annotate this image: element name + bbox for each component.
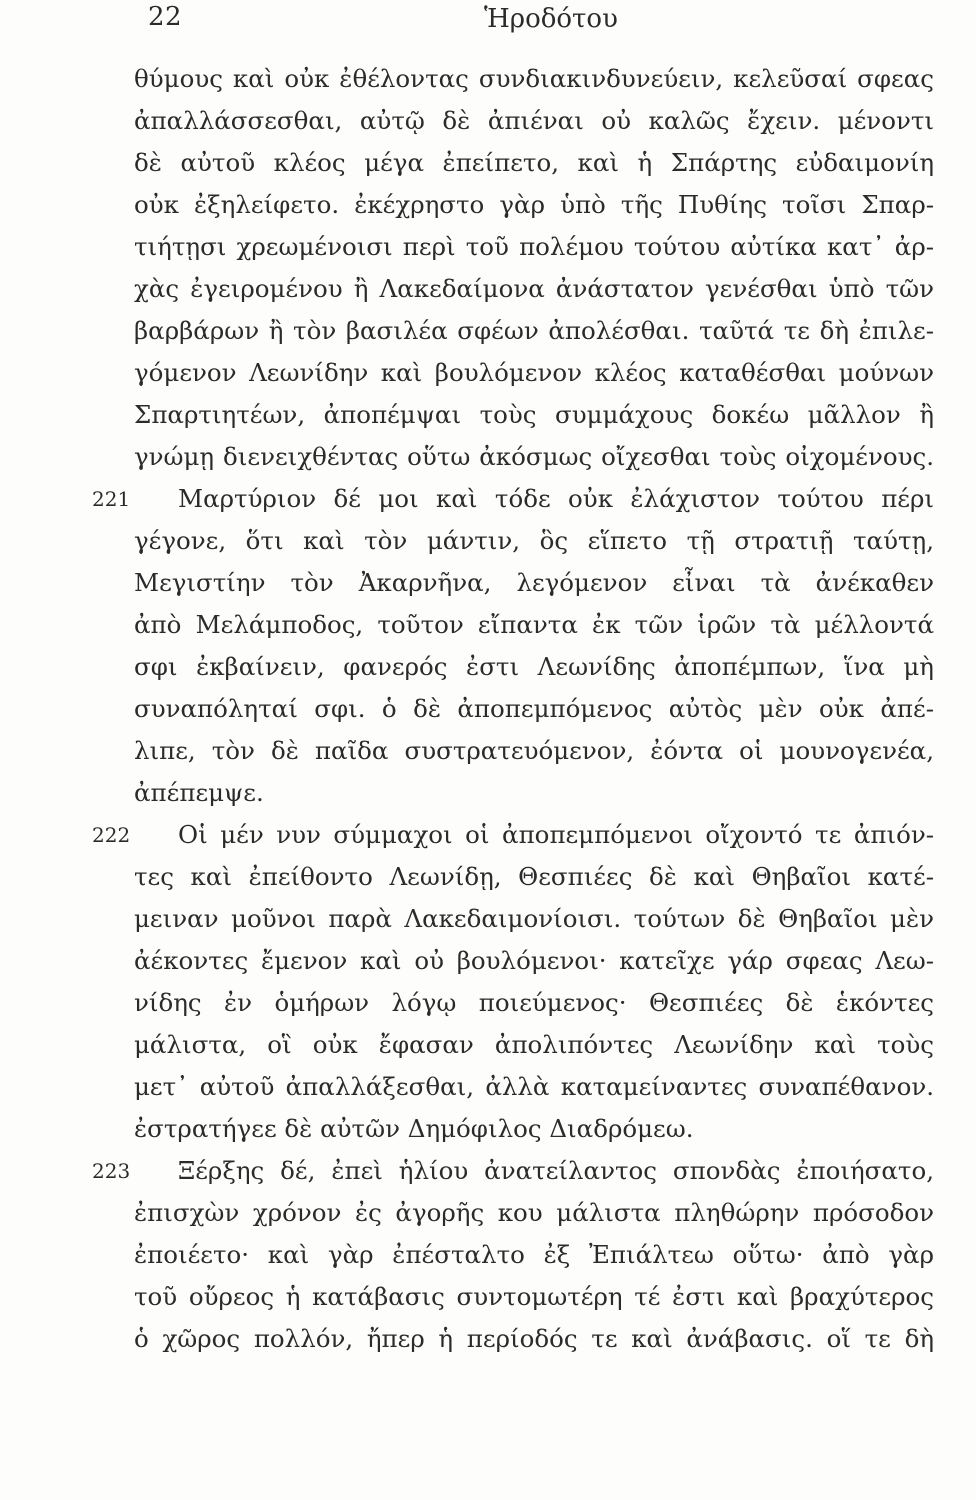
text-line: μετ᾽ αὐτοῦ ἀπαλλάξεσθαι, ἀλλὰ καταμείναντες συναπέθανον. bbox=[134, 1072, 934, 1101]
running-title: Ἡροδότου bbox=[484, 4, 618, 34]
page-number: 22 bbox=[148, 2, 183, 32]
text-line: γνώμῃ διενειχθέντας οὕτω ἀκόσμως οἴχεσθαι τοὺς οἰχομένους. bbox=[134, 442, 934, 471]
text-line: Μεγιστίην τὸν Ἀκαρνῆνα, λεγόμενον εἶναι τὰ ἀνέκαθεν bbox=[134, 568, 934, 597]
text-line: βαρβάρων ἢ τὸν βασιλέα σφέων ἀπολέσθαι. ταῦτά τε δὴ ἐπιλε- bbox=[134, 316, 934, 345]
text-line: ἀπαλλάσσεσθαι, αὐτῷ δὲ ἀπιέναι οὐ καλῶς ἔχειν. μένοντι bbox=[134, 106, 934, 135]
text-line: ἀπέπεμψε. bbox=[134, 778, 264, 807]
text-line: τιήτῃσι χρεωμένοισι περὶ τοῦ πολέμου τούτου αὐτίκα κατ᾽ ἀρ- bbox=[134, 232, 934, 261]
text-line: Ξέρξης δέ, ἐπεὶ ἡλίου ἀνατείλαντος σπονδὰς ἐποιήσατο, bbox=[178, 1156, 934, 1185]
text-line: τες καὶ ἐπείθοντο Λεωνίδῃ, Θεσπιέες δὲ καὶ Θηβαῖοι κατέ- bbox=[134, 862, 934, 891]
text-line: σφι ἐκβαίνειν, φανερός ἐστι Λεωνίδης ἀποπέμπων, ἵνα μὴ bbox=[134, 652, 934, 681]
text-line: μειναν μοῦνοι παρὰ Λακεδαιμονίοισι. τούτων δὲ Θηβαῖοι μὲν bbox=[134, 904, 934, 933]
text-line: ἀέκοντες ἔμενον καὶ οὐ βουλόμενοι· κατεῖχε γάρ σφεας Λεω- bbox=[134, 946, 934, 975]
text-line: δὲ αὐτοῦ κλέος μέγα ἐπείπετο, καὶ ἡ Σπάρτης εὐδαιμονίη bbox=[134, 148, 934, 177]
text-line: Μαρτύριον δέ μοι καὶ τόδε οὐκ ἐλάχιστον τούτου πέρι bbox=[178, 484, 934, 513]
text-line: Σπαρτιητέων, ἀποπέμψαι τοὺς συμμάχους δοκέω μᾶλλον ἢ bbox=[134, 400, 934, 429]
text-line: ἀπὸ Μελάμποδος, τοῦτον εἴπαντα ἐκ τῶν ἱρῶν τὰ μέλλοντά bbox=[134, 610, 934, 639]
section-number-222: 222 bbox=[92, 823, 131, 847]
text-line: θύμους καὶ οὐκ ἐθέλοντας συνδιακινδυνεύειν, κελεῦσαί σφεας bbox=[134, 64, 934, 93]
text-line: μάλιστα, οἳ οὐκ ἔφασαν ἀπολιπόντες Λεωνίδην καὶ τοὺς bbox=[134, 1030, 934, 1059]
text-line: ὁ χῶρος πολλόν, ἤπερ ἡ περίοδός τε καὶ ἀνάβασις. οἵ τε δὴ bbox=[134, 1324, 934, 1353]
text-line: συναπόληταί σφι. ὁ δὲ ἀποπεμπόμενος αὐτὸς μὲν οὐκ ἀπέ- bbox=[134, 694, 934, 723]
text-line: ἐπισχὼν χρόνον ἐς ἀγορῆς κου μάλιστα πληθώρην πρόσοδον bbox=[134, 1198, 934, 1227]
section-number-221: 221 bbox=[92, 487, 131, 511]
text-line: λιπε, τὸν δὲ παῖδα συστρατευόμενον, ἐόντα οἱ μουνογενέα, bbox=[134, 736, 934, 765]
text-line: χὰς ἐγειρομένου ἢ Λακεδαίμονα ἀνάστατον γενέσθαι ὑπὸ τῶν bbox=[134, 274, 934, 303]
section-number-223: 223 bbox=[92, 1159, 131, 1183]
text-line: οὐκ ἐξηλείφετο. ἐκέχρηστο γὰρ ὑπὸ τῆς Πυθίης τοῖσι Σπαρ- bbox=[134, 190, 934, 219]
text-line: γόμενον Λεωνίδην καὶ βουλόμενον κλέος καταθέσθαι μούνων bbox=[134, 358, 934, 387]
text-line: τοῦ οὔρεος ἡ κατάβασις συντομωτέρη τέ ἐστι καὶ βραχύτερος bbox=[134, 1282, 934, 1311]
text-line: νίδης ἐν ὁμήρων λόγῳ ποιεύμενος· Θεσπιέες δὲ ἑκόντες bbox=[134, 988, 934, 1017]
text-line: Οἱ μέν νυν σύμμαχοι οἱ ἀποπεμπόμενοι οἴχοντό τε ἀπιόν- bbox=[178, 820, 934, 849]
page-header bbox=[0, 0, 976, 50]
text-line: γέγονε, ὅτι καὶ τὸν μάντιν, ὃς εἵπετο τῇ στρατιῇ ταύτῃ, bbox=[134, 526, 934, 555]
text-line: ἐποιέετο· καὶ γὰρ ἐπέσταλτο ἐξ Ἐπιάλτεω οὕτω· ἀπὸ γὰρ bbox=[134, 1240, 934, 1269]
text-line: ἐστρατήγεε δὲ αὐτῶν Δημόφιλος Διαδρόμεω. bbox=[134, 1114, 694, 1143]
